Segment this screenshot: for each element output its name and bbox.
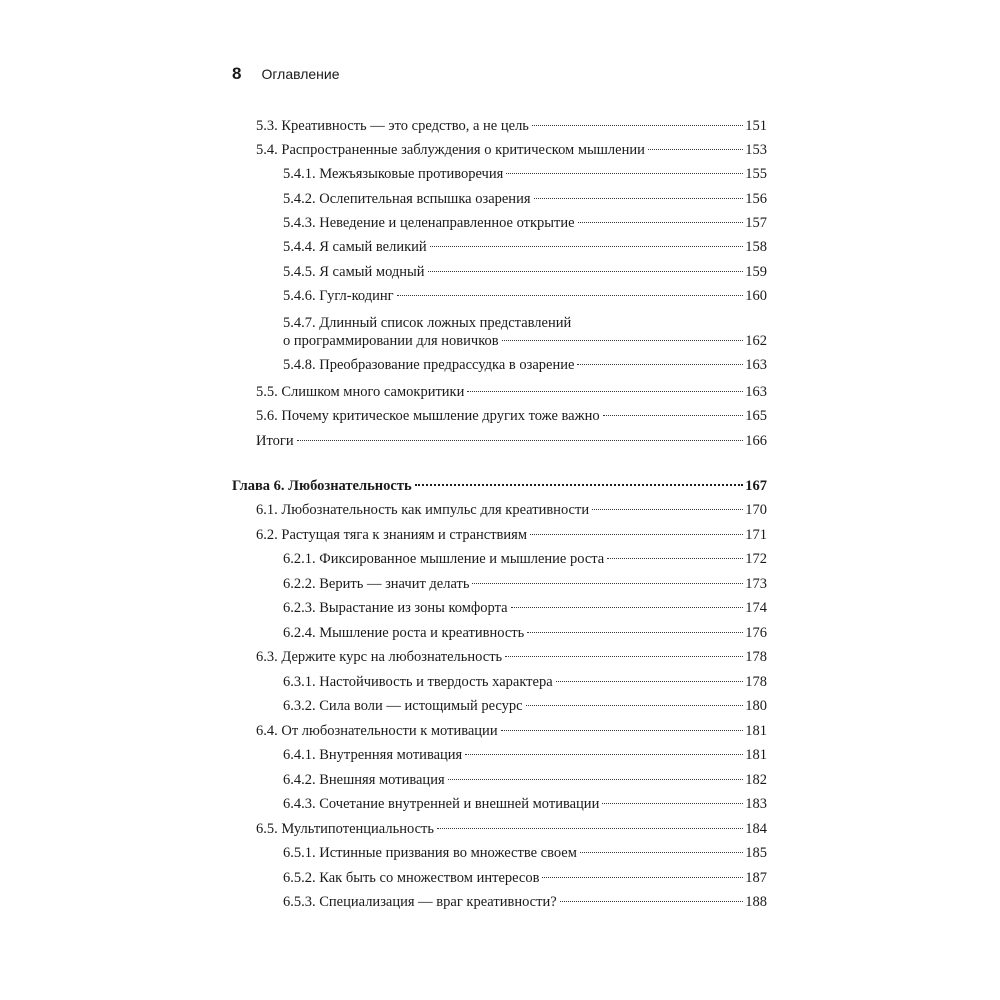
toc-entry-page: 160 — [745, 288, 767, 304]
toc-entry-page: 181 — [745, 723, 767, 739]
toc-entry-page: 178 — [745, 649, 767, 665]
toc-entry-label: 5.3. Креативность — это средство, а не цель — [256, 118, 529, 134]
toc-entry-label: 6.3. Держите курс на любознательность — [256, 649, 503, 665]
toc-entry[interactable] — [283, 624, 767, 642]
toc-entry-page: 174 — [745, 600, 767, 616]
dot-leader — [602, 803, 743, 804]
toc-entry[interactable] — [283, 575, 767, 593]
dot-leader — [534, 198, 744, 199]
toc-entry[interactable] — [256, 141, 767, 159]
toc-entry-label: 6.3.2. Сила воли — истощимый ресурс — [283, 698, 523, 714]
toc-entry-page: 171 — [745, 527, 767, 543]
dot-leader — [448, 779, 744, 780]
toc-entry-page: 151 — [745, 118, 767, 134]
dot-leader — [578, 222, 744, 223]
dot-leader — [465, 754, 743, 755]
toc-entry-label: 6.4. От любознательности к мотивации — [256, 723, 498, 739]
toc-entry-page: 182 — [745, 772, 767, 788]
toc-entry-label: 6.2.2. Верить — значит делать — [283, 576, 470, 592]
toc-entry[interactable] — [283, 771, 767, 789]
toc-entry-page: 173 — [745, 576, 767, 592]
dot-leader — [526, 705, 744, 706]
toc-entry[interactable] — [256, 820, 767, 838]
toc-entry-page: 166 — [745, 433, 767, 449]
toc-entry-label: 5.4.4. Я самый великий — [283, 239, 427, 255]
toc-entry[interactable] — [283, 795, 767, 813]
toc-entry-page: 163 — [745, 357, 767, 373]
toc-entry[interactable] — [283, 869, 767, 887]
toc-entry[interactable] — [283, 599, 767, 617]
dot-leader — [506, 173, 743, 174]
dot-leader — [437, 828, 743, 829]
toc-entry-page: 185 — [745, 845, 767, 861]
toc-entry[interactable] — [256, 722, 767, 740]
toc-entry-page: 155 — [745, 166, 767, 182]
toc-entry[interactable] — [256, 648, 767, 666]
toc-entry[interactable] — [256, 383, 767, 401]
toc-entry-page: 178 — [745, 674, 767, 690]
toc-entry-label: 5.4. Распространенные заблуждения о критическом мышлении — [256, 142, 645, 158]
dot-leader — [532, 125, 743, 126]
toc-entry-label: 5.4.1. Межъязыковые противоречия — [283, 166, 504, 182]
toc-entry-page: 165 — [745, 408, 767, 424]
dot-leader — [530, 534, 743, 535]
dot-leader — [556, 681, 744, 682]
toc-chapter[interactable] — [232, 477, 767, 495]
toc-entry[interactable] — [256, 432, 767, 450]
toc-entry-label: 6.4.3. Сочетание внутренней и внешней мотивации — [283, 796, 600, 812]
toc-entry-label: 6.5.3. Специализация — враг креативности? — [283, 894, 557, 910]
toc-entry-label: 6.4.2. Внешняя мотивация — [283, 772, 445, 788]
toc-entry-page: 162 — [745, 333, 767, 349]
toc-entry[interactable] — [283, 165, 767, 183]
page-header — [232, 64, 340, 84]
toc-entry-label: 5.4.6. Гугл-кодинг — [283, 288, 394, 304]
toc-entry-page: 180 — [745, 698, 767, 714]
dot-leader — [560, 901, 744, 902]
toc-entry-page: 163 — [745, 384, 767, 400]
toc-entry[interactable] — [256, 117, 767, 135]
dot-leader — [592, 509, 743, 510]
dot-leader — [603, 415, 744, 416]
header-title: Оглавление — [261, 66, 340, 82]
toc-entry-page: 172 — [745, 551, 767, 567]
toc-entry-page: 187 — [745, 870, 767, 886]
toc-entry[interactable] — [256, 501, 767, 519]
toc-entry-page: 188 — [745, 894, 767, 910]
toc-entry-label: 6.1. Любознательность как импульс для креативности — [256, 502, 590, 518]
toc-entry-label: 5.4.5. Я самый модный — [283, 264, 425, 280]
toc-entry-label: 6.5.1. Истинные призвания во множестве своем — [283, 845, 577, 861]
toc-entry-page: 156 — [745, 191, 767, 207]
toc-entry[interactable] — [283, 238, 767, 256]
dot-leader — [542, 877, 743, 878]
toc-entry[interactable] — [256, 526, 767, 544]
toc-entry-label: 6.3.1. Настойчивость и твердость характера — [283, 674, 553, 690]
toc-entry[interactable] — [283, 190, 767, 208]
dot-leader — [430, 246, 744, 247]
toc-entry-page: 157 — [745, 215, 767, 231]
dot-leader — [511, 607, 744, 608]
toc-entry-label: 6.2. Растущая тяга к знаниям и странствиям — [256, 527, 528, 543]
dot-leader — [648, 149, 743, 150]
dot-leader — [297, 440, 744, 441]
toc-chapter-label: Глава 6. Любознательность — [232, 478, 412, 494]
dot-leader — [580, 852, 743, 853]
toc-entry-page: 158 — [745, 239, 767, 255]
toc-entry[interactable] — [283, 550, 767, 568]
toc-entry-page: 176 — [745, 625, 767, 641]
toc-entry[interactable] — [283, 746, 767, 764]
toc-entry-page: 170 — [745, 502, 767, 518]
toc-entry[interactable] — [283, 893, 767, 911]
toc-entry-label: 5.4.3. Неведение и целенаправленное открытие — [283, 215, 575, 231]
toc-entry-label: 5.5. Слишком много самокритики — [256, 384, 465, 400]
dot-leader — [577, 364, 743, 365]
toc-entry-page: 183 — [745, 796, 767, 812]
dot-leader — [472, 583, 743, 584]
toc-entry-label-first-line: 5.4.7. Длинный список ложных представлений — [283, 315, 572, 331]
toc-entry-label: 6.2.1. Фиксированное мышление и мышление роста — [283, 551, 605, 567]
toc-entry-page: 159 — [745, 264, 767, 280]
toc-entry[interactable] — [283, 314, 767, 350]
dot-leader — [607, 558, 743, 559]
toc-entry[interactable] — [283, 214, 767, 232]
toc-entry-page: 184 — [745, 821, 767, 837]
dot-leader — [505, 656, 743, 657]
toc-entry[interactable] — [283, 673, 767, 691]
toc-entry[interactable] — [283, 356, 767, 374]
toc-entry-label: 5.6. Почему критическое мышление других тоже важно — [256, 408, 600, 424]
toc-entry[interactable] — [283, 844, 767, 862]
toc-entry-label: 6.5. Мультипотенциальность — [256, 821, 434, 837]
toc-chapter-page: 167 — [745, 478, 767, 494]
toc-entry-label: о программировании для новичков — [283, 333, 499, 349]
page-number: 8 — [232, 64, 242, 83]
dot-leader — [501, 730, 744, 731]
toc-entry-label: 5.4.2. Ослепительная вспышка озарения — [283, 191, 531, 207]
toc-entry-label: 5.4.8. Преобразование предрассудка в озарение — [283, 357, 575, 373]
toc-entry[interactable] — [283, 697, 767, 715]
dot-leader — [527, 632, 743, 633]
toc-entry-label: 6.4.1. Внутренняя мотивация — [283, 747, 463, 763]
toc-entry[interactable] — [256, 407, 767, 425]
toc-entry-label: Итоги — [256, 433, 294, 449]
dot-leader — [397, 295, 744, 296]
toc-entry-label: 6.5.2. Как быть со множеством интересов — [283, 870, 540, 886]
toc-entry-label: 6.2.3. Вырастание из зоны комфорта — [283, 600, 508, 616]
toc-entry-page: 153 — [745, 142, 767, 158]
toc-entry[interactable] — [283, 263, 767, 281]
dot-leader — [502, 340, 744, 341]
toc-entry-label: 6.2.4. Мышление роста и креативность — [283, 625, 525, 641]
toc-entry[interactable] — [283, 287, 767, 305]
toc-entry-page: 181 — [745, 747, 767, 763]
dot-leader — [428, 271, 744, 272]
dot-leader — [415, 484, 744, 486]
dot-leader — [467, 391, 743, 392]
